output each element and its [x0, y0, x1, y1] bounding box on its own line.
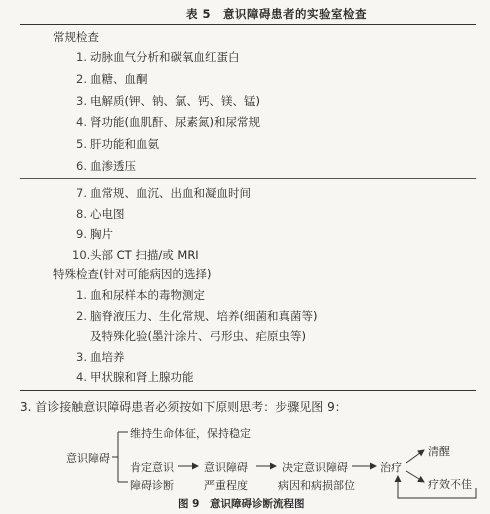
item-number: 6. [76, 159, 87, 173]
node-treat: 治疗 [380, 461, 402, 474]
node-cause-top: 决定意识障碍 [282, 461, 348, 474]
item-number: 5. [76, 137, 87, 151]
item-number: 9. [76, 227, 87, 241]
item-number: 2. [76, 309, 87, 323]
item-text: 电解质(钾、钠、氯、钙、镁、锰) [90, 94, 260, 108]
section-heading-routine: 常规检查 [53, 30, 99, 44]
item-text: 脑脊液压力、生化常规、培养(细菌和真菌等) [90, 309, 318, 323]
item-text: 甲状腺和肾上腺功能 [90, 370, 194, 384]
item-text: 心电图 [90, 207, 125, 221]
node-cause-bottom: 病因和病损部位 [278, 479, 355, 492]
item-text: 头部 CT 扫描/或 MRI [90, 248, 199, 262]
arrow-treat-to-poor [406, 471, 424, 482]
node-severity-top: 意识障碍 [204, 461, 248, 474]
item-text: 肝功能和血氨 [90, 137, 159, 151]
item-text: 及特殊化验(墨汁涂片、弓形虫、疟原虫等) [90, 329, 306, 343]
item-number: 3. [76, 350, 87, 364]
item-number: 2. [76, 72, 87, 86]
item-number: 4. [76, 115, 87, 129]
figure-caption: 图 9 意识障碍诊断流程图 [178, 498, 305, 510]
node-poor: 疗效不佳 [428, 478, 472, 491]
node-confirm-top: 肯定意识 [130, 461, 174, 474]
item-number: 1. [76, 288, 87, 302]
item-text: 血和尿样本的毒物测定 [90, 288, 205, 302]
item-text: 血糖、血酮 [90, 72, 148, 86]
node-root: 意识障碍 [66, 452, 110, 465]
item-text: 血渗透压 [90, 159, 136, 173]
section-heading-special: 特殊检查(针对可能病因的选择) [53, 267, 212, 281]
body-paragraph: 3. 首诊接触意识障碍患者必须按如下原则思考：步骤见图 9： [20, 400, 347, 414]
arrow-treat-to-awake [406, 450, 424, 463]
item-number: 7. [76, 186, 87, 200]
item-number: 8. [76, 207, 87, 221]
item-text: 血常规、血沉、出血和凝血时间 [90, 186, 251, 200]
item-text: 肾功能(血肌酐、尿素氮)和尿常规 [90, 115, 260, 129]
item-number: 10. [72, 248, 91, 262]
table-title: 表 5 意识障碍患者的实验室检查 [186, 7, 368, 21]
node-confirm-bottom: 障碍诊断 [130, 479, 174, 492]
node-awake: 清醒 [428, 445, 450, 458]
item-text: 胸片 [90, 227, 113, 241]
node-maintain: 维持生命体征，保持稳定 [130, 427, 251, 440]
item-number: 3. [76, 94, 87, 108]
item-number: 4. [76, 370, 87, 384]
item-number: 1. [76, 50, 87, 64]
node-severity-bottom: 严重程度 [204, 479, 248, 492]
item-text: 动脉血气分析和碳氧血红蛋白 [90, 50, 240, 64]
item-text: 血培养 [90, 350, 125, 364]
